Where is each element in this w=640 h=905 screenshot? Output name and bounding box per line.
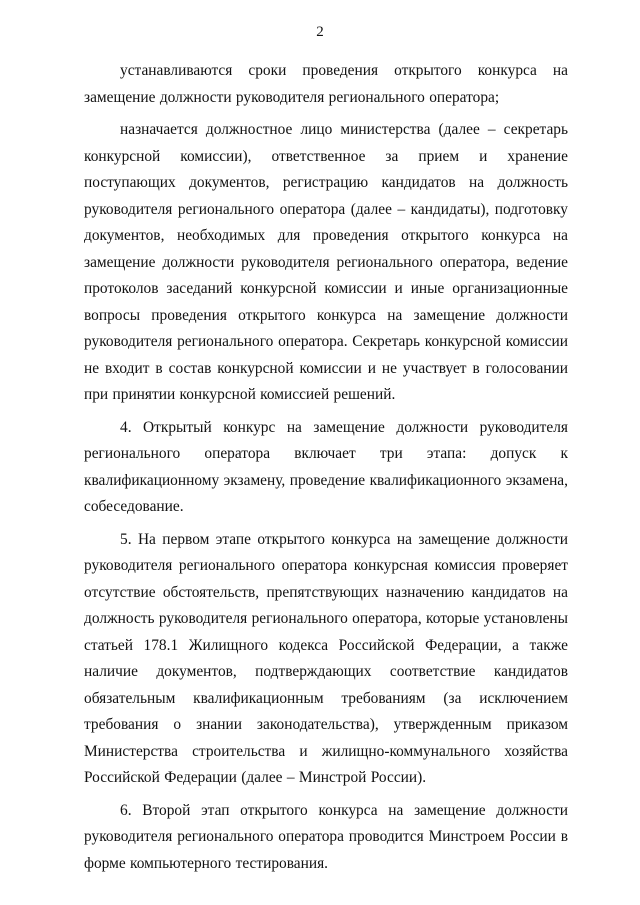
paragraph-item-6: 6. Второй этап открытого конкурса на замещение должности руководителя регионального оператора проводится Минстроем России в форме компьютерного тестирования. xyxy=(84,801,568,872)
paragraph-item-4: 4. Открытый конкурс на замещение должности руководителя регионального оператора включает три этапа: допуск к квалификационному экзамену, проведение квалификационного экзамена, собеседование. xyxy=(84,418,568,515)
page-number: 2 xyxy=(316,24,324,40)
document-body xyxy=(84,58,568,883)
paragraph-secretary: назначается должностное лицо министерства (далее – секретарь конкурсной комиссии), ответственное за прием и хранение поступающих документов, регистрацию кандидатов на должность руководителя регионального оператора (далее – кандидаты), подготовку документов, необходимых для проведения открытого конкурса на замещение должности руководителя регионального оператора, ведение протоколов заседаний конкурсной комиссии и иные организационные вопросы проведения открытого конкурса на замещение должности руководителя регионального оператора. Секретарь конкурсной комиссии не входит в состав конкурсной комиссии и не участвует в голосовании при принятии конкурсной комиссией решений. xyxy=(84,121,568,403)
paragraph-deadlines: устанавливаются сроки проведения открытого конкурса на замещение должности руководителя регионального оператора; xyxy=(84,62,568,106)
paragraph-item-5: 5. На первом этапе открытого конкурса на замещение должности руководителя регионального оператора конкурсная комиссия проверяет отсутствие обстоятельств, препятствующих назначению кандидатов на должность руководителя регионального оператора, которые установлены статьей 178.1 Жилищного кодекса Российской Федерации, а также наличие документов, подтверждающих соответствие кандидатов обязательным квалификационным требованиям (за исключением требования о знании законодательства), утвержденным приказом Министерства строительства и жилищно-коммунального хозяйства Российской Федерации (далее – Минстрой России). xyxy=(84,530,568,786)
